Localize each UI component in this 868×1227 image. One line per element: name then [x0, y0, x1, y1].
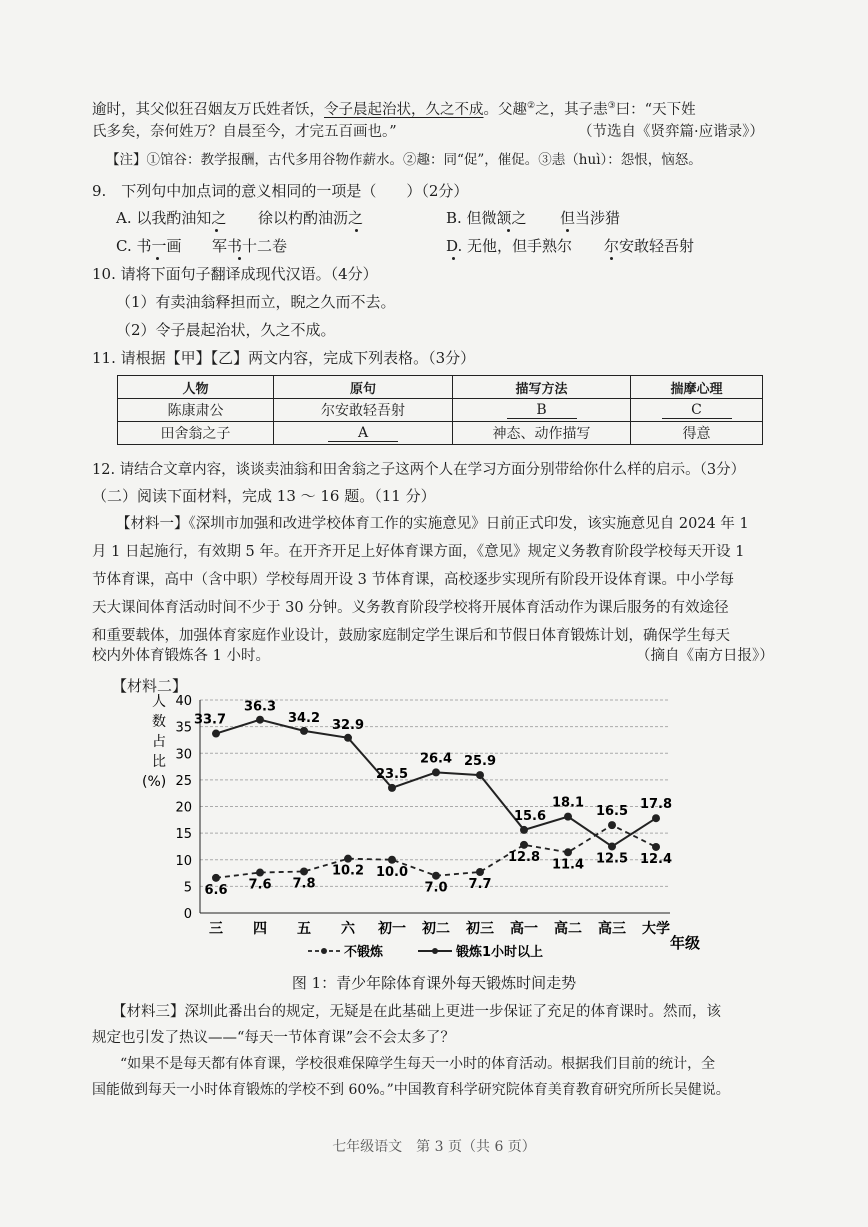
- legend-marker-no-exercise: [321, 948, 327, 954]
- material-3-line: “如果不是每天都有体育课，学校很难保障学生每天一小时的体育活动。根据我们目前的统计，全: [92, 1056, 716, 1072]
- table-row: [118, 399, 763, 422]
- y-axis-label-part: 人: [152, 694, 166, 710]
- point-exercise-1h: [300, 727, 308, 735]
- emphasis-dot: [566, 229, 569, 232]
- point-no-exercise: [388, 856, 396, 864]
- blank-label: B: [507, 402, 577, 419]
- point-exercise-1h: [608, 842, 616, 850]
- x-tick-label: 三: [209, 921, 223, 937]
- passage-text: 曰：“天下姓: [615, 101, 696, 118]
- material-1-line: 天大课间体育活动时间不少于 30 分钟。义务教育阶段学校将开展体育活动作为课后服务的有效途径: [92, 600, 729, 616]
- point-no-exercise: [432, 872, 440, 880]
- point-exercise-1h: [388, 784, 396, 792]
- answer-blank-a[interactable]: [274, 422, 453, 445]
- blank-label: A: [328, 425, 398, 442]
- point-exercise-1h: [344, 734, 352, 742]
- data-label-exercise-1h: 25.9: [463, 754, 497, 770]
- data-label-no-exercise: 7.0: [424, 880, 448, 896]
- x-tick-label: 四: [253, 921, 267, 937]
- data-label-exercise-1h: 18.1: [551, 795, 585, 811]
- q10-sentence-1: （1）有卖油翁释担而立，睨之久而不去。: [116, 293, 396, 311]
- point-no-exercise: [344, 855, 352, 863]
- material-3-line: 国能做到每天一小时体育锻炼的学校不到 60%。”中国教育科学研究院体育美育教育研究所所长吴健说。: [92, 1082, 730, 1098]
- point-exercise-1h: [520, 826, 528, 834]
- table-cell: 尔安敢轻吾射: [274, 399, 453, 422]
- table-header: 原句: [274, 376, 453, 399]
- passage-line-1: [92, 96, 696, 120]
- emphasis-dot: [156, 257, 159, 260]
- data-label-exercise-1h: 17.8: [639, 797, 673, 813]
- y-tick-label: 35: [175, 720, 192, 736]
- y-axis-label: [142, 694, 166, 790]
- table-cell: 得意: [631, 422, 763, 445]
- data-label-exercise-1h: 15.6: [513, 808, 547, 824]
- point-no-exercise: [608, 821, 616, 829]
- answer-blank-b[interactable]: [453, 399, 631, 422]
- x-tick-label: 六: [341, 921, 355, 937]
- x-tick-label: 初二: [422, 921, 450, 937]
- data-label-exercise-1h: 36.3: [243, 699, 277, 715]
- data-label-exercise-1h: 32.9: [331, 717, 365, 733]
- point-no-exercise: [256, 869, 264, 877]
- y-tick-label: 30: [175, 747, 192, 763]
- y-axis-label-part: 比: [152, 754, 166, 770]
- material-1-line: 【材料一】《深圳市加强和改进学校体育工作的实施意见》日前正式印发，该实施意见自 2024 年 1: [116, 516, 749, 532]
- q12-stem: 12. 请结合文章内容，谈谈卖油翁和田舍翁之子这两个人在学习方面分别带给你什么样的启示。（3分）: [92, 462, 746, 478]
- passage-text: 。父趣: [483, 101, 527, 118]
- passage-text: 逾时，其父似狂召姻友万氏姓者饫，: [92, 101, 324, 118]
- point-no-exercise: [564, 848, 572, 856]
- q10-stem: 10. 请将下面句子翻译成现代汉语。（4分）: [92, 265, 378, 283]
- q9-option-b-2: 但当涉猎: [560, 209, 621, 227]
- page-footer: 七年级语文 第 3 页（共 6 页）: [332, 1139, 536, 1155]
- y-tick-label: 20: [175, 800, 192, 816]
- x-tick-label: 五: [297, 921, 311, 937]
- exercise-trend-chart: [130, 688, 720, 968]
- footnote-mark: ③: [607, 101, 616, 111]
- blank-label: C: [662, 402, 732, 419]
- legend-label-exercise-1h: 锻炼1小时以上: [456, 945, 544, 960]
- data-label-exercise-1h: 33.7: [193, 712, 227, 728]
- material-3-line: 【材料三】深圳此番出台的规定，无疑是在此基础上更进一步保证了充足的体育课时。然而，该: [112, 1004, 721, 1020]
- data-label-no-exercise: 12.4: [639, 851, 673, 867]
- material-1-line: 和重要载体，加强体育家庭作业设计，鼓励家庭制定学生课后和节假日体育锻炼计划，确保学生每天: [92, 628, 730, 644]
- table-row: [118, 422, 763, 445]
- material-1-line: 节体育课，高中（含中职）学校每周开设 3 节体育课，高校逐步实现所有阶段开设体育课。中小学每: [92, 572, 734, 588]
- x-tick-label: 高二: [554, 921, 582, 937]
- emphasis-dot: [238, 257, 241, 260]
- table-header: 揣摩心理: [631, 376, 763, 399]
- section-2-title: （二）阅读下面材料，完成 13 ～ 16 题。（11 分）: [92, 487, 436, 505]
- table-header: 描写方法: [453, 376, 631, 399]
- q9-option-c-2: 军书十二卷: [212, 237, 288, 255]
- underlined-sentence: 令子晨起治状，久之不成: [324, 101, 484, 118]
- q9-option-d-2: 尔安敢轻吾射: [604, 237, 695, 255]
- point-exercise-1h: [432, 768, 440, 776]
- legend-marker-exercise-1h: [432, 948, 438, 954]
- point-exercise-1h: [212, 730, 220, 738]
- option-text: A. 以我酌油知之: [116, 209, 227, 227]
- data-label-no-exercise: 16.5: [595, 804, 629, 820]
- passage-line-2: 氏多矣，奈何姓万？自晨至今，才完五百画也。”: [92, 124, 397, 140]
- series-points: [212, 716, 660, 882]
- y-tick-label: 10: [175, 853, 192, 869]
- data-label-no-exercise: 10.0: [375, 864, 409, 880]
- y-tick-label: 5: [183, 880, 192, 896]
- emphasis-dot: [452, 257, 455, 260]
- y-tick-label: 25: [175, 773, 192, 789]
- data-label-exercise-1h: 34.2: [287, 710, 321, 726]
- q9-stem: 9. 下列句中加点词的意义相同的一项是（ ）（2分）: [92, 182, 469, 200]
- passage-text: 之，其子恚: [535, 101, 608, 118]
- data-label-exercise-1h: 23.5: [375, 766, 409, 782]
- x-tick-label: 初三: [466, 921, 494, 937]
- point-exercise-1h: [652, 814, 660, 822]
- point-exercise-1h: [256, 716, 264, 724]
- q9-option-d-1: D. 无他，但手熟尔: [446, 237, 573, 255]
- table-cell: 神态、动作描写: [453, 422, 631, 445]
- data-label-no-exercise: 7.7: [468, 876, 492, 892]
- y-axis-label-part: (%): [142, 774, 167, 790]
- material-1-line: 月 1 日起施行，有效期 5 年。在开齐开足上好体育课方面，《意见》规定义务教育阶段学校每天开设 1: [92, 544, 745, 560]
- x-tick-label: 大学: [642, 921, 670, 937]
- table-cell: 陈康肃公: [118, 399, 274, 422]
- y-axis-label-part: 占: [152, 734, 166, 750]
- point-no-exercise: [212, 874, 220, 882]
- emphasis-dot: [215, 229, 218, 232]
- y-tick-label: 40: [175, 694, 192, 709]
- y-tick-label: 15: [175, 827, 192, 843]
- passage-source: （节选自《贤弈篇·应谐录》）: [578, 124, 764, 140]
- passage-note: 【注】①馆谷：教学报酬，古代多用谷物作薪水。②趣：同“促”，催促。③恚（huì）：怨恨，恼怒。: [106, 152, 702, 168]
- emphasis-dot: [610, 257, 613, 260]
- point-exercise-1h: [564, 813, 572, 821]
- point-no-exercise: [652, 843, 660, 851]
- q9-option-a-2: 徐以杓酌油沥之: [258, 209, 364, 227]
- data-label-no-exercise: 7.8: [292, 876, 316, 892]
- y-axis-ticks: [175, 694, 192, 922]
- table-cell: 田舍翁之子: [118, 422, 274, 445]
- point-no-exercise: [520, 841, 528, 849]
- legend-label-no-exercise: 不锻炼: [344, 945, 384, 960]
- emphasis-dot: [355, 229, 358, 232]
- data-label-exercise-1h: 26.4: [419, 751, 453, 767]
- emphasis-dot: [507, 229, 510, 232]
- material-1-line: 校内外体育锻炼各 1 小时。: [92, 648, 270, 664]
- q11-stem: 11. 请根据【甲】【乙】两文内容，完成下列表格。（3分）: [92, 349, 476, 367]
- material-3-line: 规定也引发了热议——“每天一节体育课”会不会太多了？: [92, 1030, 455, 1046]
- table-header-row: [118, 376, 763, 399]
- material-1-source: （摘自《南方日报》）: [636, 648, 774, 664]
- answer-blank-c[interactable]: [631, 399, 763, 422]
- footnote-mark: ②: [527, 101, 536, 111]
- y-tick-label: 0: [183, 907, 192, 922]
- x-axis-ticks: [209, 920, 670, 937]
- data-label-no-exercise: 12.8: [507, 849, 541, 865]
- x-tick-label: 高一: [510, 921, 538, 937]
- data-label-no-exercise: 7.6: [248, 877, 272, 893]
- data-label-no-exercise: 6.6: [204, 882, 228, 898]
- data-label-no-exercise: 10.2: [331, 863, 365, 879]
- x-axis-label: 年级: [670, 934, 701, 952]
- x-tick-label: 高三: [598, 921, 626, 937]
- point-exercise-1h: [476, 771, 484, 779]
- q9-option-c-1: C. 书一画: [116, 237, 182, 255]
- q9-option-b-1: B. 但微颔之: [446, 209, 527, 227]
- material-2-label: 【材料二】: [112, 677, 188, 695]
- q10-sentence-2: （2）令子晨起治状，久之不成。: [116, 321, 336, 339]
- chart-caption: 图 1：青少年除体育课外每天锻炼时间走势: [291, 974, 577, 992]
- table-header: 人物: [118, 376, 274, 399]
- y-axis-label-part: 数: [152, 714, 166, 730]
- chart-legend: [308, 944, 543, 960]
- data-label-no-exercise: 11.4: [551, 857, 585, 873]
- q11-table: [117, 375, 763, 445]
- data-label-exercise-1h: 12.5: [595, 851, 629, 867]
- q9-option-a-1: [116, 208, 226, 228]
- point-no-exercise: [476, 868, 484, 876]
- data-labels: [194, 700, 672, 898]
- point-no-exercise: [300, 867, 308, 875]
- x-tick-label: 初一: [378, 921, 406, 937]
